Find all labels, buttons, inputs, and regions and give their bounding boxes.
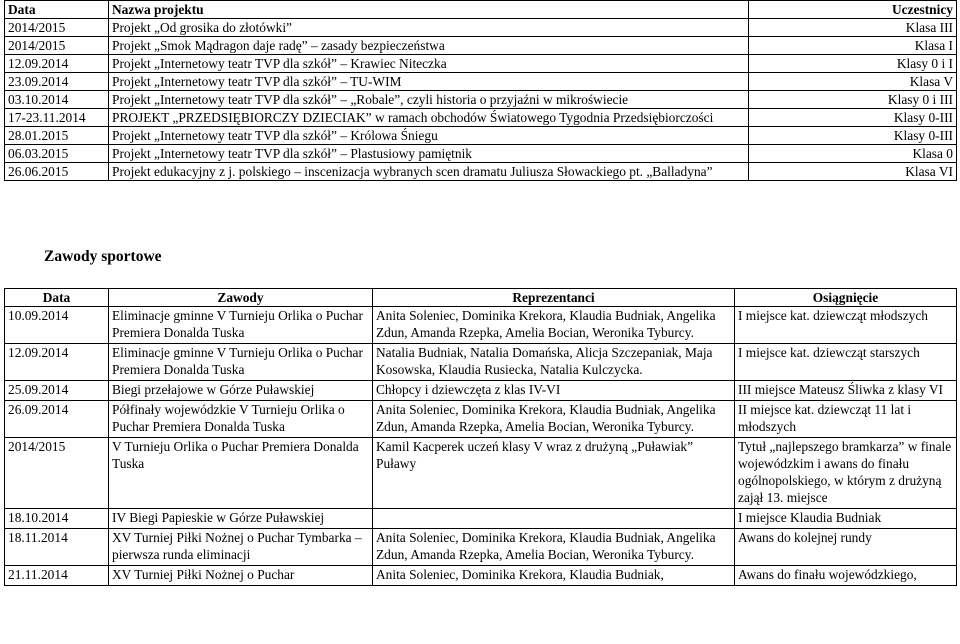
- table-row: [5, 163, 957, 181]
- cell-date: 2014/2015: [5, 19, 109, 37]
- header-date: Data: [5, 289, 109, 307]
- cell-date: 12.09.2014: [5, 55, 109, 73]
- header-achievement: Osiągnięcie: [735, 289, 957, 307]
- cell-project-name: Projekt „Smok Mądragon daje radę” – zasady bezpieczeństwa: [109, 37, 749, 55]
- sports-body: [5, 307, 957, 586]
- cell-date: 18.10.2014: [5, 509, 109, 529]
- cell-participants: Klasy 0 i III: [749, 91, 957, 109]
- table-row: [5, 73, 957, 91]
- cell-date: 26.06.2015: [5, 163, 109, 181]
- cell-event: Półfinały wojewódzkie V Turnieju Orlika o Puchar Premiera Donalda Tuska: [109, 401, 373, 438]
- projects-body: [5, 19, 957, 181]
- cell-date: 21.11.2014: [5, 566, 109, 586]
- cell-event: XV Turniej Piłki Nożnej o Puchar: [109, 566, 373, 586]
- cell-achievement: II miejsce kat. dziewcząt 11 lat i młodszych: [735, 401, 957, 438]
- cell-achievement: I miejsce kat. dziewcząt młodszych: [735, 307, 957, 344]
- header-date: Data: [5, 1, 109, 19]
- sports-header-row: [5, 289, 957, 307]
- cell-participants: Klasy 0-III: [749, 109, 957, 127]
- cell-event: Biegi przełajowe w Górze Puławskiej: [109, 381, 373, 401]
- table-row: [5, 529, 957, 566]
- cell-project-name: Projekt „Internetowy teatr TVP dla szkół” – „Robale”, czyli historia o przyjaźni w mikroświecie: [109, 91, 749, 109]
- cell-participants: Klasy 0 i I: [749, 55, 957, 73]
- cell-event: Eliminacje gminne V Turnieju Orlika o Puchar Premiera Donalda Tuska: [109, 307, 373, 344]
- cell-representatives: Natalia Budniak, Natalia Domańska, Alicja Szczepaniak, Maja Kosowska, Klaudia Rusiecka, Natalia Kulczycka.: [373, 344, 735, 381]
- cell-representatives: Chłopcy i dziewczęta z klas IV-VI: [373, 381, 735, 401]
- cell-event: Eliminacje gminne V Turnieju Orlika o Puchar Premiera Donalda Tuska: [109, 344, 373, 381]
- cell-event: V Turnieju Orlika o Puchar Premiera Donalda Tuska: [109, 438, 373, 509]
- cell-participants: Klasa VI: [749, 163, 957, 181]
- header-participants: Uczestnicy: [749, 1, 957, 19]
- cell-representatives: Anita Soleniec, Dominika Krekora, Klaudia Budniak, Angelika Zdun, Amanda Rzepka, Amelia Bocian, Weronika Tyburcy.: [373, 401, 735, 438]
- cell-achievement: Tytuł „najlepszego bramkarza” w finale wojewódzkim i awans do finału ogólnopolskiego, w którym z drużyną zajął 13. miejsce: [735, 438, 957, 509]
- table-row: [5, 509, 957, 529]
- cell-project-name: Projekt „Internetowy teatr TVP dla szkół” – TU-WIM: [109, 73, 749, 91]
- table-row: [5, 401, 957, 438]
- table-row: [5, 37, 957, 55]
- cell-participants: Klasa III: [749, 19, 957, 37]
- section-title: Zawody sportowe: [44, 248, 162, 265]
- cell-project-name: Projekt „Internetowy teatr TVP dla szkół” – Plastusiowy pamiętnik: [109, 145, 749, 163]
- cell-achievement: I miejsce kat. dziewcząt starszych: [735, 344, 957, 381]
- projects-header-row: [5, 1, 957, 19]
- cell-achievement: Awans do finału wojewódzkiego,: [735, 566, 957, 586]
- table-row: [5, 55, 957, 73]
- cell-representatives: Anita Soleniec, Dominika Krekora, Klaudia Budniak, Angelika Zdun, Amanda Rzepka, Amelia Bocian, Weronika Tyburcy.: [373, 307, 735, 344]
- cell-project-name: Projekt „Internetowy teatr TVP dla szkół” – Krawiec Niteczka: [109, 55, 749, 73]
- cell-event: IV Biegi Papieskie w Górze Puławskiej: [109, 509, 373, 529]
- cell-achievement: I miejsce Klaudia Budniak: [735, 509, 957, 529]
- cell-participants: Klasa 0: [749, 145, 957, 163]
- cell-participants: Klasa V: [749, 73, 957, 91]
- cell-date: 25.09.2014: [5, 381, 109, 401]
- table-row: [5, 127, 957, 145]
- cell-date: 2014/2015: [5, 37, 109, 55]
- cell-date: 12.09.2014: [5, 344, 109, 381]
- table-row: [5, 381, 957, 401]
- table-row: [5, 19, 957, 37]
- table-row: [5, 566, 957, 586]
- sports-table: [4, 288, 957, 586]
- cell-event: XV Turniej Piłki Nożnej o Puchar Tymbarka – pierwsza runda eliminacji: [109, 529, 373, 566]
- cell-achievement: III miejsce Mateusz Śliwka z klasy VI: [735, 381, 957, 401]
- cell-representatives: Anita Soleniec, Dominika Krekora, Klaudia Budniak, Angelika Zdun, Amanda Rzepka, Amelia Bocian, Weronika Tyburcy.: [373, 529, 735, 566]
- cell-date: 23.09.2014: [5, 73, 109, 91]
- table-row: [5, 109, 957, 127]
- table-row: [5, 145, 957, 163]
- cell-participants: Klasa I: [749, 37, 957, 55]
- table-row: [5, 438, 957, 509]
- cell-date: 17-23.11.2014: [5, 109, 109, 127]
- cell-date: 06.03.2015: [5, 145, 109, 163]
- table-row: [5, 344, 957, 381]
- cell-project-name: PROJEKT „PRZEDSIĘBIORCZY DZIECIAK” w ramach obchodów Światowego Tygodnia Przedsiębiorczości: [109, 109, 749, 127]
- cell-date: 26.09.2014: [5, 401, 109, 438]
- cell-date: 03.10.2014: [5, 91, 109, 109]
- cell-participants: Klasy 0-III: [749, 127, 957, 145]
- table-row: [5, 307, 957, 344]
- cell-project-name: Projekt edukacyjny z j. polskiego – inscenizacja wybranych scen dramatu Juliusza Słowackiego pt. „Balladyna”: [109, 163, 749, 181]
- header-representatives: Reprezentanci: [373, 289, 735, 307]
- cell-representatives: Kamil Kacperek uczeń klasy V wraz z drużyną „Puławiak” Puławy: [373, 438, 735, 509]
- cell-date: 2014/2015: [5, 438, 109, 509]
- cell-date: 28.01.2015: [5, 127, 109, 145]
- cell-date: 10.09.2014: [5, 307, 109, 344]
- cell-date: 18.11.2014: [5, 529, 109, 566]
- cell-representatives: [373, 509, 735, 529]
- projects-table: [4, 0, 957, 181]
- header-event: Zawody: [109, 289, 373, 307]
- table-row: [5, 91, 957, 109]
- header-project-name: Nazwa projektu: [109, 1, 749, 19]
- cell-achievement: Awans do kolejnej rundy: [735, 529, 957, 566]
- cell-representatives: Anita Soleniec, Dominika Krekora, Klaudia Budniak,: [373, 566, 735, 586]
- cell-project-name: Projekt „Internetowy teatr TVP dla szkół” – Królowa Śniegu: [109, 127, 749, 145]
- cell-project-name: Projekt „Od grosika do złotówki”: [109, 19, 749, 37]
